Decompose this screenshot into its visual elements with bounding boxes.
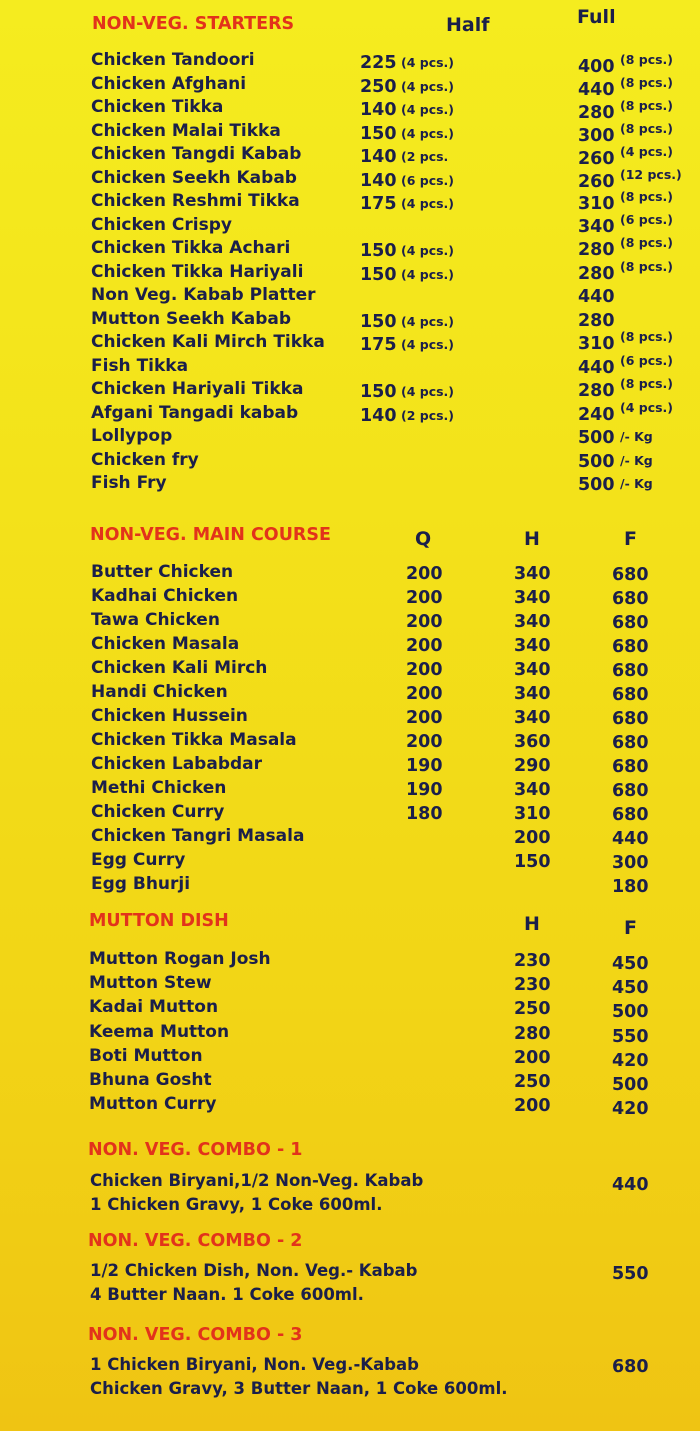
starter-half-qty: (4 pcs.)	[401, 78, 455, 94]
main-course-f-price: 680	[612, 805, 649, 825]
starter-name: Chicken Tikka Achari	[91, 238, 291, 258]
main-course-name: Chicken Curry	[91, 802, 225, 822]
starter-full-qty: (4 pcs.)	[620, 143, 674, 159]
starter-full-qty: /- Kg	[620, 476, 653, 491]
starter-row	[0, 426, 700, 450]
starter-half-qty: (4 pcs.)	[401, 384, 455, 399]
mutton-h-price: 230	[514, 951, 551, 971]
mutton-f-price: 420	[612, 1050, 649, 1071]
starter-half-value: 140	[360, 147, 397, 167]
starter-name: Non Veg. Kabab Platter	[91, 285, 316, 305]
mutton-h-price: 200	[514, 1047, 551, 1068]
main-course-row	[0, 874, 700, 898]
main-course-f-price: 440	[612, 829, 649, 849]
main-course-h-price: 340	[514, 612, 551, 632]
mutton-h-price: 230	[514, 975, 551, 996]
starter-row	[0, 191, 700, 215]
starter-name: Chicken fry	[91, 449, 199, 470]
main-course-h-price: 340	[514, 684, 551, 704]
mutton-f-price: 450	[612, 954, 649, 974]
combo-3-line-2: Chicken Gravy, 3 Butter Naan, 1 Coke 600ml.	[90, 1379, 508, 1398]
main-course-q-price: 200	[406, 732, 443, 752]
mutton-h-price: 250	[514, 1072, 551, 1092]
starter-full-qty: /- Kg	[620, 452, 653, 468]
starter-row	[0, 74, 700, 98]
starter-half-value: 140	[360, 170, 397, 191]
main-course-name: Chicken Kali Mirch	[91, 658, 268, 678]
main-course-row	[0, 730, 700, 754]
starter-full-qty: /- Kg	[620, 429, 653, 444]
starter-row	[0, 121, 700, 145]
starter-half-qty: (4 pcs.)	[401, 337, 455, 352]
starter-row	[0, 168, 700, 192]
combo-2-price: 550	[612, 1264, 649, 1284]
main-course-f-price: 680	[612, 781, 649, 801]
mutton-name: Kadai Mutton	[89, 997, 219, 1018]
starter-full-qty: (8 pcs.)	[620, 258, 674, 274]
main-course-q-price: 200	[406, 636, 443, 656]
starter-half-qty: (4 pcs.)	[401, 266, 455, 282]
starter-full-qty: (6 pcs.)	[620, 352, 674, 368]
mutton-name: Mutton Stew	[89, 973, 212, 994]
main-course-q-price: 200	[406, 684, 443, 704]
starter-row	[0, 235, 700, 262]
starter-name: Chicken Tikka	[91, 97, 224, 117]
starter-full-qty: (8 pcs.)	[620, 97, 674, 113]
combo-1-heading: NON. VEG. COMBO - 1	[88, 1140, 303, 1160]
combo-1-line-1: Chicken Biryani,1/2 Non-Veg. Kabab	[90, 1171, 424, 1190]
main-course-f-price: 680	[612, 685, 649, 705]
starter-row	[0, 399, 700, 427]
starter-half-qty: (2 pcs.	[401, 149, 449, 164]
starter-full-value: 280	[578, 263, 615, 284]
combo-2-line-2: 4 Butter Naan. 1 Coke 600ml.	[90, 1285, 364, 1304]
starter-full-value: 280	[578, 381, 615, 401]
starter-row	[0, 473, 700, 497]
main-course-row	[0, 778, 700, 802]
starter-half-qty: (4 pcs.)	[401, 125, 455, 141]
main-course-q-price: 200	[406, 564, 443, 584]
main-course-row	[0, 802, 700, 826]
main-course-f-price: 680	[612, 661, 649, 681]
starter-name: Chicken Reshmi Tikka	[91, 191, 300, 211]
starter-half-qty: (4 pcs.)	[401, 55, 455, 70]
starter-row	[0, 50, 700, 77]
starter-full-qty: (8 pcs.)	[620, 329, 674, 344]
half-column-header: Half	[446, 14, 490, 36]
combo-3-line-1: 1 Chicken Biryani, Non. Veg.-Kabab	[90, 1355, 419, 1374]
main-course-name: Tawa Chicken	[91, 610, 220, 630]
starter-half-value: 150	[360, 264, 397, 285]
mutton-f-price: 450	[612, 978, 649, 999]
starter-half-value: 225	[360, 53, 397, 73]
starter-name: Chicken Seekh Kabab	[91, 167, 297, 188]
starter-half-value: 175	[360, 194, 397, 214]
starter-half-value: 140	[360, 405, 397, 426]
combo-1-price: 440	[612, 1175, 649, 1195]
starter-row	[0, 97, 700, 121]
main-course-row	[0, 658, 700, 682]
starter-full-value: 260	[578, 171, 615, 192]
starter-half-value: 150	[360, 123, 397, 144]
main-course-row	[0, 706, 700, 730]
combo-2-line-1: 1/2 Chicken Dish, Non. Veg.- Kabab	[90, 1261, 418, 1280]
starter-full-value: 310	[578, 194, 615, 215]
mutton-name: Mutton Curry	[89, 1094, 217, 1115]
main-course-q-price: 200	[406, 588, 443, 608]
starter-name: Afgani Tangadi kabab	[91, 402, 299, 423]
starter-full-qty: (8 pcs.)	[620, 120, 674, 136]
main-course-h-price: 340	[514, 660, 551, 680]
starter-full-qty: (4 pcs.)	[620, 399, 674, 415]
main-course-h-price: 310	[514, 804, 551, 824]
mutton-h-price: 280	[514, 1023, 551, 1044]
mutton-row	[0, 973, 700, 997]
f-column-header: F	[624, 528, 637, 550]
starter-row	[0, 329, 700, 356]
starter-full-value: 300	[578, 125, 615, 146]
starter-full-qty: (8 pcs.)	[620, 74, 674, 90]
mutton-row	[0, 1022, 700, 1046]
mutton-f-price: 500	[612, 1075, 649, 1095]
main-course-row	[0, 754, 700, 778]
main-course-f-price: 300	[612, 853, 649, 873]
main-course-row	[0, 562, 700, 586]
starter-full-value: 400	[578, 57, 615, 77]
main-course-q-price: 190	[406, 780, 443, 800]
main-course-h-price: 340	[514, 708, 551, 728]
main-course-h-price: 290	[514, 756, 551, 776]
starter-name: Fish Fry	[91, 473, 167, 493]
main-course-name: Chicken Masala	[91, 634, 240, 654]
starter-full-qty: (12 pcs.)	[620, 166, 682, 182]
starter-full-qty: (6 pcs.)	[620, 212, 674, 228]
starters-heading: NON-VEG. STARTERS	[92, 14, 295, 34]
main-course-h-price: 200	[514, 828, 551, 848]
main-course-q-price: 200	[406, 612, 443, 632]
starter-half-value: 175	[360, 335, 397, 355]
main-course-name: Chicken Lababdar	[91, 754, 263, 774]
starter-row	[0, 144, 700, 168]
mutton-h-price: 250	[514, 999, 551, 1020]
main-course-row	[0, 610, 700, 634]
starter-full-value: 340	[578, 217, 615, 238]
main-course-q-price: 190	[406, 756, 443, 776]
starter-row	[0, 450, 700, 474]
combo-1-line-2: 1 Chicken Gravy, 1 Coke 600ml.	[90, 1195, 383, 1214]
main-course-name: Handi Chicken	[91, 682, 228, 702]
starter-full-qty: (8 pcs.)	[620, 376, 674, 391]
q-column-header: Q	[415, 528, 432, 550]
main-course-f-price: 180	[612, 877, 649, 897]
starter-full-value: 440	[578, 357, 615, 378]
starter-full-value: 500	[578, 451, 615, 472]
main-course-name: Kadhai Chicken	[91, 586, 239, 606]
combo-2-heading: NON. VEG. COMBO - 2	[88, 1231, 303, 1251]
main-course-q-price: 200	[406, 708, 443, 728]
starter-row	[0, 352, 700, 380]
starter-row	[0, 212, 700, 239]
starter-half-qty: (4 pcs.)	[401, 196, 455, 211]
main-course-q-price: 180	[406, 804, 443, 824]
starter-full-qty: (8 pcs.)	[620, 52, 674, 67]
main-course-name: Butter Chicken	[91, 562, 234, 582]
main-course-name: Egg Bhurji	[91, 874, 191, 894]
starter-row	[0, 309, 700, 333]
starter-name: Lollypop	[91, 426, 173, 446]
starter-row	[0, 285, 700, 309]
main-course-row	[0, 586, 700, 610]
starter-full-qty: (8 pcs.)	[620, 189, 674, 205]
starter-half-value: 150	[360, 382, 397, 402]
main-course-heading: NON-VEG. MAIN COURSE	[90, 525, 331, 545]
main-course-q-price: 200	[406, 660, 443, 680]
main-course-f-price: 680	[612, 709, 649, 729]
main-course-h-price: 150	[514, 852, 551, 872]
main-course-f-price: 680	[612, 637, 649, 657]
mutton-f-price: 500	[612, 1002, 649, 1023]
mutton-name: Keema Mutton	[89, 1021, 230, 1042]
combo-3-price: 680	[612, 1357, 649, 1377]
main-course-h-price: 340	[514, 588, 551, 608]
starter-name: Mutton Seekh Kabab	[91, 308, 292, 329]
mutton-h-column-header: H	[524, 913, 540, 935]
mutton-h-price: 200	[514, 1096, 551, 1117]
main-course-row	[0, 634, 700, 658]
starter-row	[0, 376, 700, 403]
mutton-row	[0, 949, 700, 973]
mutton-row	[0, 1094, 700, 1118]
full-column-header: Full	[577, 6, 616, 28]
starter-name: Chicken Tangdi Kabab	[91, 144, 302, 164]
main-course-name: Chicken Hussein	[91, 706, 248, 726]
starter-full-qty: (8 pcs.)	[620, 235, 674, 250]
starter-name: Chicken Crispy	[91, 214, 232, 235]
starter-name: Chicken Kali Mirch Tikka	[91, 332, 325, 352]
mutton-heading: MUTTON DISH	[89, 911, 229, 931]
mutton-name: Boti Mutton	[89, 1045, 203, 1066]
main-course-h-price: 340	[514, 780, 551, 800]
main-course-row	[0, 682, 700, 706]
starter-full-value: 240	[578, 404, 615, 425]
starter-full-value: 310	[578, 334, 615, 354]
starter-full-value: 260	[578, 148, 615, 169]
main-course-h-price: 360	[514, 732, 551, 752]
starter-full-value: 440	[578, 287, 615, 307]
starter-half-qty: (4 pcs.)	[401, 313, 455, 329]
starter-name: Chicken Tandoori	[91, 50, 255, 70]
starter-half-value: 140	[360, 100, 397, 120]
main-course-name: Chicken Tikka Masala	[91, 730, 297, 750]
starter-full-value: 500	[578, 475, 615, 495]
main-course-name: Egg Curry	[91, 850, 186, 870]
combo-3-heading: NON. VEG. COMBO - 3	[88, 1325, 303, 1345]
starter-half-qty: (4 pcs.)	[401, 102, 455, 117]
mutton-f-price: 420	[612, 1099, 649, 1120]
starter-name: Chicken Afghani	[91, 73, 247, 94]
main-course-row	[0, 826, 700, 850]
main-course-f-price: 680	[612, 613, 649, 633]
mutton-f-column-header: F	[624, 917, 637, 939]
starter-half-qty: (2 pcs.)	[401, 407, 455, 423]
h-column-header: H	[524, 528, 540, 550]
starter-half-value: 150	[360, 241, 397, 261]
starter-row	[0, 258, 700, 286]
starter-name: Chicken Tikka Hariyali	[91, 261, 304, 282]
starter-full-value: 280	[578, 102, 615, 123]
starter-half-value: 250	[360, 76, 397, 97]
starter-full-value: 280	[578, 310, 615, 331]
main-course-name: Methi Chicken	[91, 778, 227, 798]
main-course-f-price: 680	[612, 757, 649, 777]
mutton-row	[0, 997, 700, 1021]
main-course-f-price: 680	[612, 565, 649, 585]
main-course-f-price: 680	[612, 733, 649, 753]
main-course-f-price: 680	[612, 589, 649, 609]
starter-half-qty: (4 pcs.)	[401, 243, 455, 258]
mutton-name: Mutton Rogan Josh	[89, 949, 271, 969]
main-course-name: Chicken Tangri Masala	[91, 826, 305, 846]
main-course-row	[0, 850, 700, 874]
starter-name: Chicken Hariyali Tikka	[91, 379, 304, 399]
mutton-row	[0, 1046, 700, 1070]
starter-half-value: 150	[360, 311, 397, 332]
starter-name: Fish Tikka	[91, 355, 189, 376]
starter-name: Chicken Malai Tikka	[91, 120, 281, 141]
starter-full-value: 440	[578, 79, 615, 100]
starter-full-value: 500	[578, 428, 615, 448]
mutton-row	[0, 1070, 700, 1094]
starter-half-qty: (6 pcs.)	[401, 172, 455, 188]
starter-full-value: 280	[578, 240, 615, 260]
main-course-h-price: 340	[514, 636, 551, 656]
mutton-f-price: 550	[612, 1026, 649, 1047]
mutton-name: Bhuna Gosht	[89, 1070, 212, 1090]
main-course-h-price: 340	[514, 564, 551, 584]
